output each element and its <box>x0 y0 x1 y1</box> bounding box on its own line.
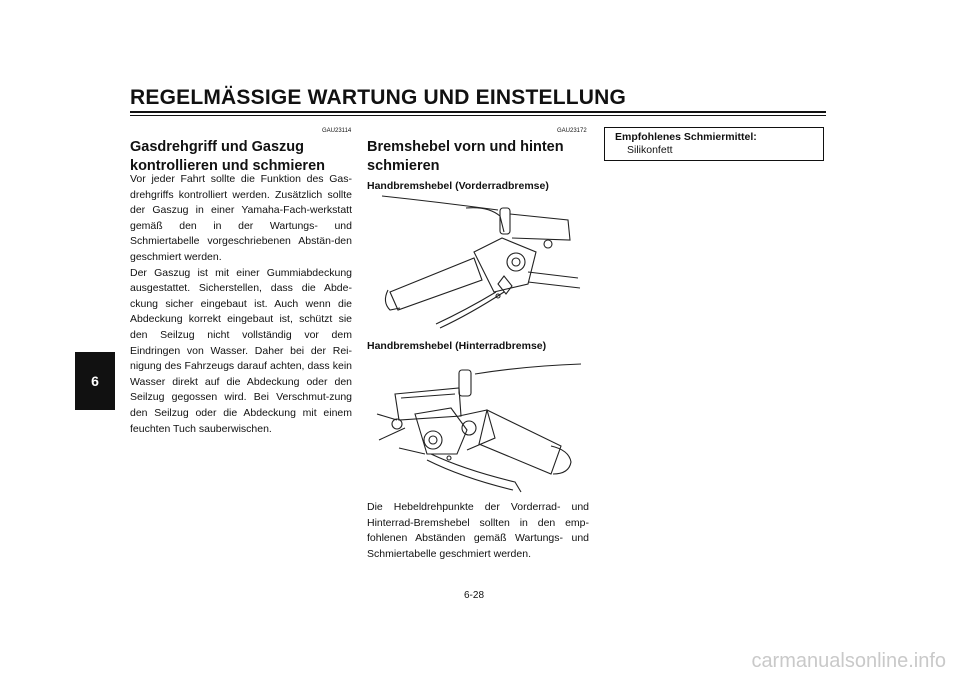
lubricant-value: Silikonfett <box>627 144 673 156</box>
throttle-body <box>130 172 352 437</box>
section-heading-brake-levers: Bremshebel vorn und hinten schmieren <box>367 139 564 174</box>
page-title: REGELMÄSSIGE WARTUNG UND EINSTELLUNG <box>130 86 627 109</box>
section-heading-throttle: Gasdrehgriff und Gaszug kontrollieren und schmieren <box>130 139 325 174</box>
front-brake-label: Handbremshebel (Vorderradbremse) <box>367 180 549 192</box>
chapter-tab: 6 <box>75 352 115 410</box>
page-number: 6-28 <box>464 590 485 601</box>
lubricant-title: Empfohlenes Schmiermittel: <box>615 131 757 143</box>
rear-brake-lever-illustration <box>375 358 585 498</box>
watermark: carmanualsonline.info <box>751 650 946 672</box>
rear-brake-label: Handbremshebel (Hinterradbremse) <box>367 340 547 352</box>
front-brake-lever-illustration <box>378 192 583 330</box>
brake-lever-paragraph: Die Hebeldrehpunkte der Vorderrad- und Hinterrad-Bremshebel sollten in den emp-fohlenen Abständen gemäß Wartungs- und Schmiertabelle geschmiert werden. <box>367 501 589 560</box>
paragraph: Vor jeder Fahrt sollte die Funktion des Gas-drehgriffs kontrolliert werden. Zusätzlich sollte der Gaszug in einer Yamaha-Fach-werkstatt gemäß den in der Wartungs- und Schmiertabelle vorgeschriebenen Abstän-den geschmiert werden. <box>130 173 352 263</box>
section-code: GAU23114 <box>322 128 352 134</box>
header-rule-thin <box>130 115 826 116</box>
recommended-lubricant-box <box>604 127 824 161</box>
paragraph: Der Gaszug ist mit einer Gummiabdeckung ausgestattet. Sicherstellen, dass die Abde-ckung sicher eingebaut ist. Auch wenn die Abdeckung korrekt eingebaut ist, schützt sie den Seilzug nicht vollständig vor dem Eindringen von Wasser. Daher bei der Rei-nigung des Fahrzeugs darauf achten, dass kein Wasser direkt auf die Abdeckung oder den Seilzug gegossen wird. Bei Verschmut-zung den Seilzug oder die Abdeckung mit einem feuchten Tuch sauberwischen. <box>130 266 352 435</box>
section-code: GAU23172 <box>557 128 587 134</box>
header-rule-thick <box>130 111 826 113</box>
